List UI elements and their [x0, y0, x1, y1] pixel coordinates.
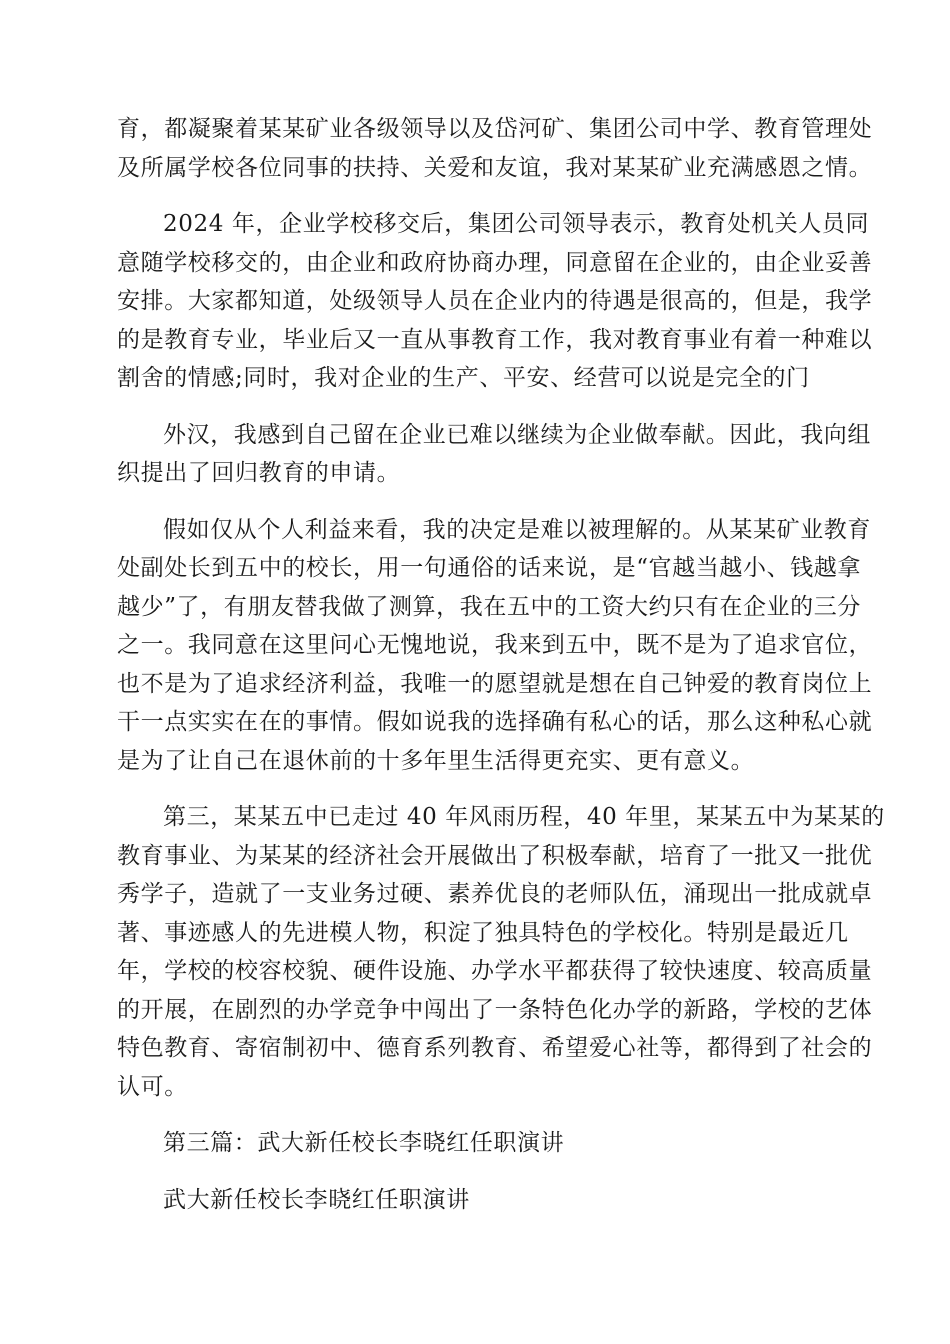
paragraph-4	[117, 511, 873, 781]
text-line: 及所属学校各位同事的扶持、关爱和友谊，我对某某矿业充满感恩之情。	[117, 154, 873, 181]
text-line: 织提出了回归教育的申请。	[117, 460, 401, 486]
text-line: 割舍的情感;同时，我对企业的生产、平安、经营可以说是完全的门	[117, 365, 810, 391]
paragraph-2	[117, 205, 873, 398]
text-line: 特色教育、寄宿制初中、德育系列教育、希望爱心社等，都得到了社会的	[117, 1035, 873, 1061]
text-line: 之一。我同意在这里问心无愧地说，我来到五中，既不是为了追求官位，	[117, 632, 873, 658]
text-line: 意随学校移交的，由企业和政府协商办理，同意留在企业的，由企业妥善	[117, 249, 873, 276]
text-line: 第三，某某五中已走过 40 年风雨历程，40 年里，某某五中为某某的	[163, 804, 885, 830]
text-line: 2024 年，企业学校移交后，集团公司领导表示，教育处机关人员同	[163, 211, 870, 237]
paragraph-1	[117, 110, 873, 187]
text-line: 假如仅从个人利益来看，我的决定是难以被理解的。从某某矿业教育	[163, 516, 871, 543]
speech-title: 武大新任校长李晓红任职演讲	[163, 1186, 470, 1213]
document-page	[117, 110, 885, 1219]
text-line: 年，学校的校容校貌、硬件设施、办学水平都获得了较快速度、较高质量	[117, 958, 873, 984]
text-line: 育，都凝聚着某某矿业各级领导以及岱河矿、集团公司中学、教育管理处	[117, 116, 873, 142]
text-line: 安排。大家都知道，处级领导人员在企业内的待遇是很高的，但是，我学	[117, 288, 873, 314]
text-line: 外汉，我感到自己留在企业已难以继续为企业做奉献。因此，我向组	[163, 421, 871, 448]
text-line: 的是教育专业，毕业后又一直从事教育工作，我对教育事业有着一种难以	[117, 326, 873, 353]
section-heading: 第三篇：武大新任校长李晓红任职演讲	[163, 1130, 565, 1156]
text-line: 也不是为了追求经济利益，我唯一的愿望就是想在自己钟爱的教育岗位上	[117, 670, 873, 697]
paragraph-5	[117, 798, 885, 1106]
paragraph-3	[117, 416, 871, 493]
text-line: 是为了让自己在退休前的十多年里生活得更充实、更有意义。	[117, 747, 755, 774]
text-line: 教育事业、为某某的经济社会开展做出了积极奉献，培育了一批又一批优	[117, 842, 873, 869]
text-line: 干一点实实在在的事情。假如说我的选择确有私心的话，那么这种私心就	[117, 709, 873, 735]
text-line: 著、事迹感人的先进模人物，积淀了独具特色的学校化。特别是最近几	[117, 919, 849, 946]
text-line: 的开展，在剧烈的办学竞争中闯出了一条特色化办学的新路，学校的艺体	[117, 996, 873, 1023]
text-line: 越少”了，有朋友替我做了测算，我在五中的工资大约只有在企业的三分	[117, 593, 861, 620]
text-line: 处副处长到五中的校长，用一句通俗的话来说，是“官越当越小、钱越拿	[117, 555, 861, 581]
text-line: 认可。	[117, 1073, 188, 1100]
text-line: 秀学子，造就了一支业务过硬、素养优良的老师队伍，涌现出一批成就卓	[117, 881, 873, 907]
